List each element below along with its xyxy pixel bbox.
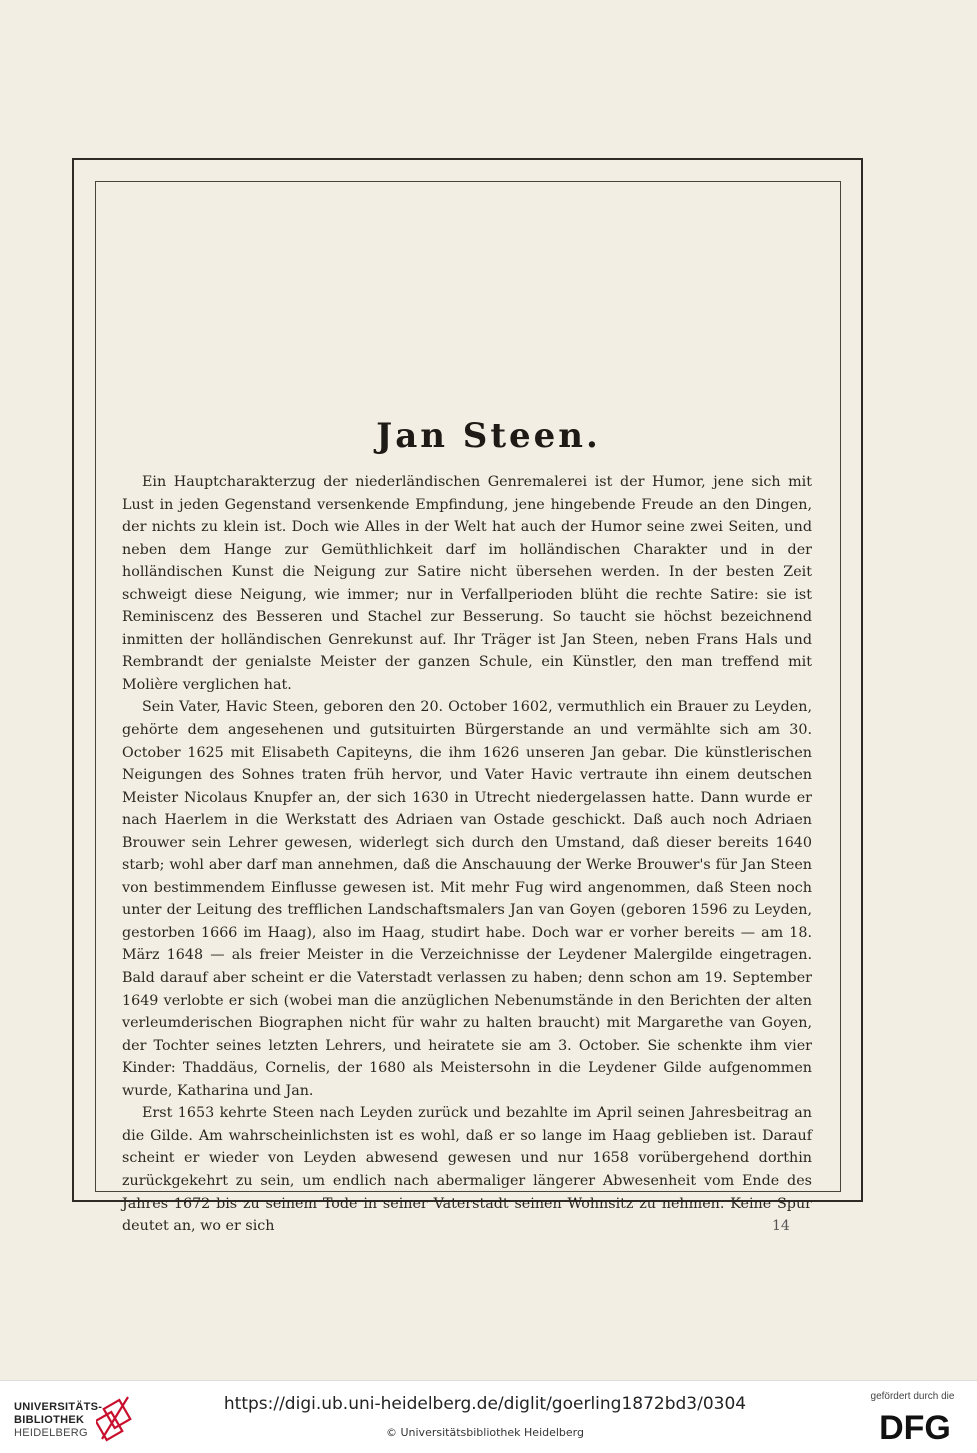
library-logo-icon [96, 1393, 136, 1443]
svg-text:DFG: DFG [879, 1409, 951, 1445]
copyright-notice: © Universitätsbibliothek Heidelberg [385, 1426, 584, 1439]
permalink-url[interactable]: https://digi.ub.uni-heidelberg.de/diglit/goerling1872bd3/0304 [223, 1394, 747, 1414]
body-text [122, 471, 812, 1238]
library-name-line-1: UNIVERSITÄTS- [14, 1401, 103, 1413]
library-name-line-2: BIBLIOTHEK [14, 1414, 85, 1426]
page-number: 14 [772, 1218, 790, 1234]
viewer-footer [0, 1380, 977, 1453]
paragraph-3: Erst 1653 kehrte Steen nach Leyden zurück und bezahlte im April seinen Jahresbeitrag an die Gilde. Am wahrscheinlichsten ist es wohl, daß er so lange im Haag geblieben ist. Darauf scheint er wieder von Leyden abwesend gewesen und nur 1658 vorübergehend dorthin zurückgekehrt zu sein, um endlich nach abermaliger längerer Abwesenheit vom Ende des Jahres 1672 bis zu seinem Tode in seiner Vaterstadt seinen Wohnsitz zu nehmen. Keine Spur deutet an, wo er sich [122, 1105, 812, 1235]
library-name-line-3: HEIDELBERG [14, 1427, 88, 1439]
dfg-logo-icon [866, 1407, 964, 1445]
paragraph-1: Ein Hauptcharakterzug der niederländischen Genremalerei ist der Humor, jene sich mit Lust in jeden Gegenstand versenkende Empfindung, jene hingebende Freude an den Dingen, der nichts zu klein ist. Doch wie Alles in der Welt hat auch der Humor seine zwei Seiten, und neben dem Hange zur Gemüthlichkeit darf im holländischen Charakter und in der holländischen Kunst die Neigung zur Satire nicht übersehen werden. In der besten Zeit schweigt diese Neigung, wie immer; nur in Verfallperioden blüht die rechte Satire: sie ist Reminiscenz des Besseren und Stachel zur Besserung. So taucht sie höchst bezeichnend inmitten der holländischen Genrekunst auf. Ihr Träger ist Jan Steen, neben Frans Hals und Rembrandt der genialste Meister der ganzen Schule, ein Künstler, den man treffend mit Molière verglichen hat. [122, 474, 812, 693]
funding-note: gefördert durch die [870, 1391, 955, 1402]
paragraph-2: Sein Vater, Havic Steen, geboren den 20. October 1602, vermuthlich ein Brauer zu Leyden, gehörte dem angesehenen und gutsituirten Bürgerstande an und vermählte sich am 30. October 1625 mit Elisabeth Capiteyns, die ihm 1626 unseren Jan gebar. Die künstlerischen Neigungen des Sohnes traten früh hervor, und Vater Havic vertraute ihn einem deutschen Meister Nicolaus Knupfer an, der sich 1630 in Utrecht niedergelassen hatte. Dann wurde er nach Haerlem in die Werkstatt des Adriaen van Ostade geschickt. Daß auch noch Adriaen Brouwer sein Lehrer gewesen, widerlegt sich durch den Umstand, daß dieser bereits 1640 starb; wohl aber darf man annehmen, daß die Anschauung der Werke Brouwer's für Jan Steen von bestimmendem Einflusse gewesen ist. Mit mehr Fug wird angenommen, daß Steen noch unter der Leitung des trefflichen Landschaftsmalers Jan van Goyen (geboren 1596 zu Leyden, gestorben 1666 im Haag), also im Haag, studirt habe. Doch war er vorher bereits — am 18. März 1648 — als freier Meister in die Verzeichnisse der Leydener Malergilde eingetragen. Bald darauf aber scheint er die Vaterstadt verlassen zu haben; denn schon am 19. September 1649 verlobte er sich (wobei man die anzüglichen Nebenumstände in den Berichten der alten verleumderischen Biographen nicht für wahr zu halten braucht) mit Margarethe van Goyen, der Tochter seines letzten Lehrers, und heiratete sie am 3. October. Sie schenkte ihm vier Kinder: Thaddäus, Cornelis, der 1680 als Meistersohn in die Leydener Gilde aufgenommen wurde, Katharina und Jan. [122, 699, 812, 1099]
library-name [14, 1401, 102, 1440]
page-title: Jan Steen. [376, 416, 601, 456]
